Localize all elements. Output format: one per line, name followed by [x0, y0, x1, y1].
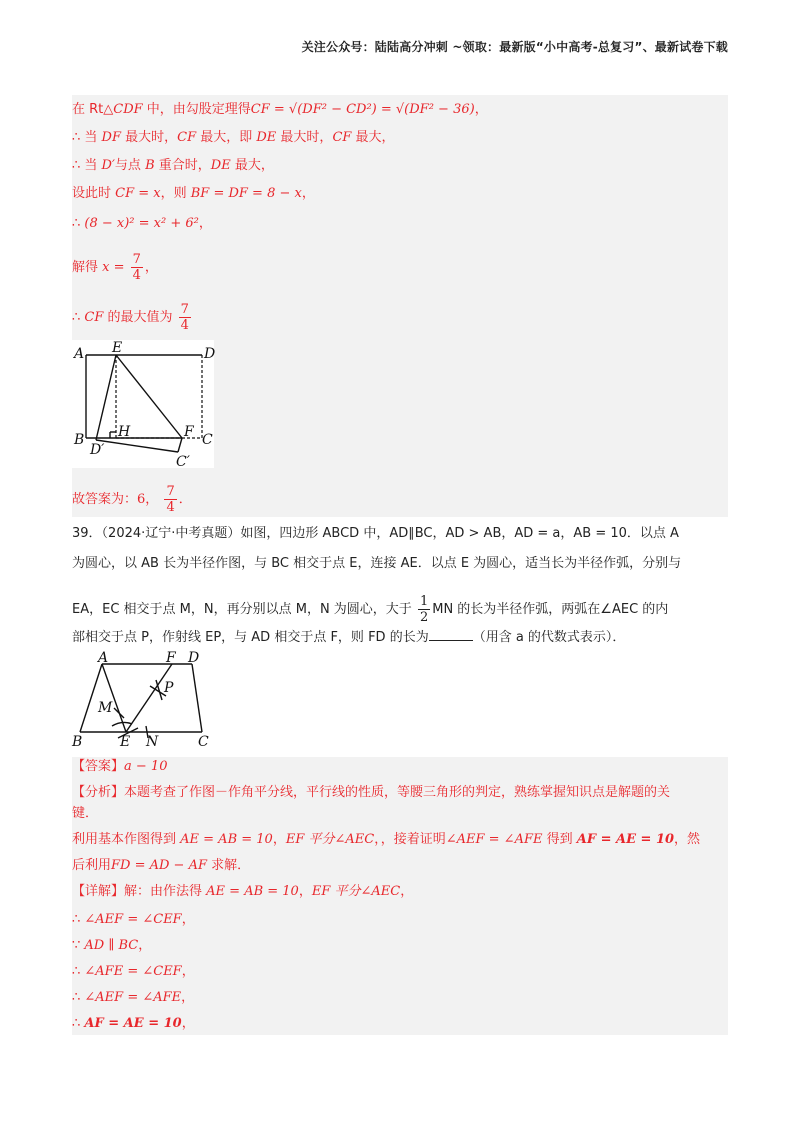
- label-N: N: [146, 734, 159, 750]
- sol-line-6: 解得 x = $\frac{7}{4}$ ，: [72, 252, 158, 283]
- fraction-7-4: $\frac{7}{4}$: [132, 252, 141, 283]
- analysis-line-4: 后利用FD = AD − AF 求解．: [72, 858, 251, 873]
- sol-line-1: 在 Rt△CDF 中，由勾股定理得CF = √(DF² − CD²) = √(DF² − 36)，: [72, 102, 488, 117]
- q39-line-4: 部相交于点 P，作射线 EP，与 AD 相交于点 F，则 FD 的长为 （用含 a 的代数式表示）．: [72, 626, 625, 648]
- figure-trapezoid-bisector: [72, 652, 212, 752]
- label-A: A: [74, 346, 85, 362]
- label-A: A: [98, 650, 109, 666]
- label-H: H: [118, 424, 131, 440]
- sol-line-2: ∴ 当 DF 最大时，CF 最大，即 DE 最大时，CF 最大，: [72, 130, 395, 145]
- sol-line-7: ∴ CF 的最大值为 $\frac{7}{4}$: [72, 302, 189, 333]
- label-B: B: [72, 734, 83, 750]
- q39-line-3: EA，EC 相交于点 M，N，再分别以点 M，N 为圆心，大于 $\frac{1}{2}$ MN 的长为半径作弧，两弧在∠AEC 的内: [72, 594, 669, 625]
- detail-line-1: 【详解】解：由作法得 AE = AB = 10，EF 平分∠AEC，: [72, 884, 414, 899]
- analysis-line-1: 【分析】本题考查了作图－作角平分线，平行线的性质，等腰三角形的判定，熟练掌握知识点是解题的关: [72, 785, 671, 800]
- label-D: D: [188, 650, 200, 666]
- label-M: M: [98, 700, 113, 716]
- label-D: D: [204, 346, 216, 362]
- figure-rectangle-fold: [72, 340, 214, 468]
- label-C: C: [202, 432, 213, 448]
- answer-blank: [429, 626, 473, 641]
- label-P: P: [164, 680, 174, 696]
- sol-line-3: ∴ 当 D′与点 B 重合时，DE 最大，: [72, 158, 274, 173]
- q39-line-1: 39．（2024·辽宁·中考真题）如图，四边形 ABCD 中，AD∥BC，AD > AB，AD = a，AB = 10．以点 A: [72, 526, 679, 541]
- detail-line-4: ∴ ∠AFE = ∠CEF，: [72, 964, 195, 979]
- label-B: B: [74, 432, 85, 448]
- detail-line-3: ∵ AD ∥ BC，: [72, 938, 152, 953]
- fraction-7-4: $\frac{7}{4}$: [166, 484, 175, 515]
- analysis-line-3: 利用基本作图得到 AE = AB = 10，EF 平分∠AEC，，接着证明∠AEF = ∠AFE 得到 AF = AE = 10，然: [72, 832, 701, 847]
- label-C-prime: C′: [176, 454, 190, 470]
- fraction-7-4: $\frac{7}{4}$: [180, 302, 189, 333]
- label-C: C: [198, 734, 209, 750]
- detail-line-2: ∴ ∠AEF = ∠CEF，: [72, 912, 195, 927]
- page-header-banner: 关注公众号：陆陆高分冲刺 ~领取：最新版“小中高考-总复习”、最新试卷下载: [301, 40, 728, 54]
- label-F: F: [166, 650, 176, 666]
- fraction-1-2: $\frac{1}{2}$: [419, 594, 429, 625]
- analysis-line-2: 键．: [72, 806, 99, 821]
- detail-line-5: ∴ ∠AEF = ∠AFE，: [72, 990, 195, 1005]
- q39-line-2: 为圆心，以 AB 长为半径作图，与 BC 相交于点 E，连接 AE．以点 E 为圆心，适当长为半径作弧，分别与: [72, 556, 682, 571]
- sol-line-4: 设此时 CF = x，则 BF = DF = 8 − x，: [72, 186, 315, 201]
- label-E: E: [120, 734, 131, 750]
- label-D-prime: D′: [90, 442, 105, 458]
- label-E: E: [112, 340, 123, 356]
- detail-line-6: ∴ AF = AE = 10，: [72, 1016, 195, 1031]
- answer-line: 【答案】a − 10: [72, 759, 168, 774]
- label-F: F: [184, 424, 194, 440]
- sol-answer-line: 故答案为：6， $\frac{7}{4}$ ．: [72, 484, 192, 515]
- sol-line-5: ∴ (8 − x)² = x² + 6²，: [72, 216, 212, 231]
